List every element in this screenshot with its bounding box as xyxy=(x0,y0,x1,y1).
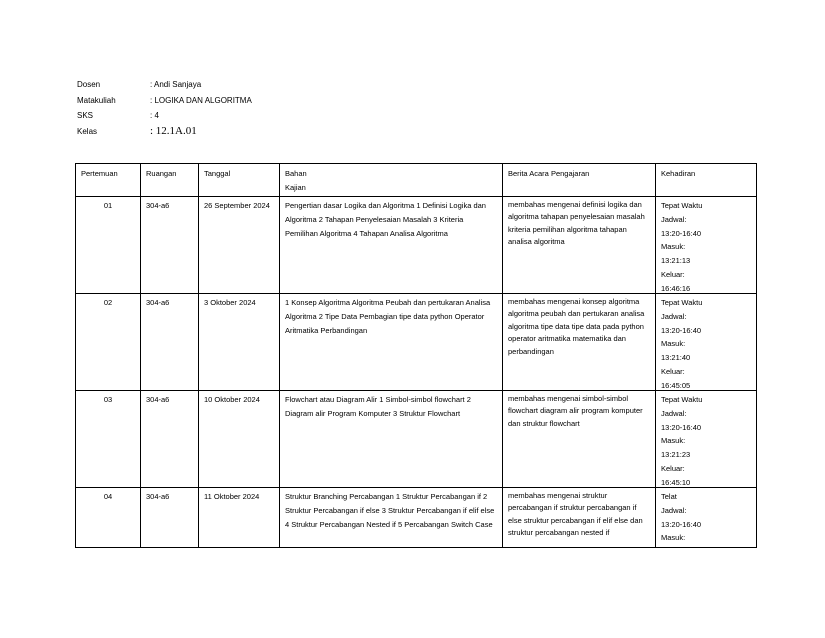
bahan-text: Flowchart atau Diagram Alir 1 Simbol-simbol flowchart 2 Diagram alir Program Komputer 3 Struktur Flowchart xyxy=(285,395,471,418)
cell-ruangan: 304-a6 xyxy=(141,294,199,391)
cell-bahan xyxy=(280,197,503,294)
cell-pertemuan: 03 xyxy=(76,391,141,488)
meta-value: : Andi Sanjaya xyxy=(150,80,202,89)
kehadiran-jadwal-label: Jadwal: xyxy=(661,408,687,418)
kehadiran-masuk-label: Masuk: xyxy=(661,339,686,349)
header-ruangan: Ruangan xyxy=(141,164,199,197)
cell-kehadiran xyxy=(656,294,757,391)
header-pertemuan: Pertemuan xyxy=(76,164,141,197)
kehadiran-jadwal: 13:20-16:40 xyxy=(661,325,702,335)
cell-tanggal: 10 Oktober 2024 xyxy=(199,391,280,488)
header-kehadiran: Kehadiran xyxy=(656,164,757,197)
kehadiran-masuk-label: Masuk: xyxy=(661,242,686,252)
meta-value: : LOGIKA DAN ALGORITMA xyxy=(150,95,252,105)
berita-text: membahas mengenai struktur percabangan if struktur percabangan if else struktur percabangan if elif else dan struktur percabangan nested if xyxy=(508,491,643,538)
kehadiran-lines xyxy=(661,393,751,487)
meta-row-dosen xyxy=(77,77,252,93)
kehadiran-keluar: 16:45:05 xyxy=(661,380,691,390)
table-row xyxy=(76,197,757,294)
kehadiran-lines xyxy=(661,490,751,545)
kehadiran-lines xyxy=(661,199,751,293)
cell-tanggal: 11 Oktober 2024 xyxy=(199,488,280,548)
kehadiran-keluar-label: Keluar: xyxy=(661,269,685,279)
bahan-text: 1 Konsep Algoritma Algoritma Peubah dan pertukaran Analisa Algoritma 2 Tipe Data Pembagian tipe data python Operator Aritmatika Perbandingan xyxy=(285,298,491,335)
kehadiran-keluar: 16:46:16 xyxy=(661,283,691,293)
meta-row-matakuliah xyxy=(77,93,252,109)
kehadiran-masuk: 13:21:13 xyxy=(661,256,691,266)
kehadiran-jadwal: 13:20-16:40 xyxy=(661,422,702,432)
kehadiran-masuk: 13:21:40 xyxy=(661,353,691,363)
kehadiran-lines xyxy=(661,296,751,390)
cell-tanggal: 26 September 2024 xyxy=(199,197,280,294)
table-row xyxy=(76,391,757,488)
header-bahan-kajian xyxy=(280,164,503,197)
cell-berita xyxy=(503,391,656,488)
berita-text: membahas mengenai simbol-simbol flowchart diagram alir program komputer dan struktur flowchart xyxy=(508,394,643,428)
kehadiran-keluar-label: Keluar: xyxy=(661,366,685,376)
kehadiran-status: Tepat Waktu xyxy=(661,395,703,404)
table-row xyxy=(76,294,757,391)
kehadiran-masuk-label: Masuk: xyxy=(661,436,686,446)
cell-tanggal: 3 Oktober 2024 xyxy=(199,294,280,391)
table-header-row xyxy=(76,164,757,197)
cell-bahan xyxy=(280,294,503,391)
kehadiran-status: Tepat Waktu xyxy=(661,201,703,210)
course-info xyxy=(77,77,252,139)
cell-ruangan: 304-a6 xyxy=(141,391,199,488)
kehadiran-status: Telat xyxy=(661,492,677,501)
cell-kehadiran xyxy=(656,197,757,294)
kehadiran-jadwal-label: Jadwal: xyxy=(661,505,687,515)
cell-kehadiran xyxy=(656,391,757,488)
cell-berita xyxy=(503,197,656,294)
meta-row-sks xyxy=(77,108,252,124)
cell-bahan xyxy=(280,391,503,488)
meta-value: : 12.1A.01 xyxy=(150,124,197,137)
bahan-text: Pengertian dasar Logika dan Algoritma 1 Definisi Logika dan Algoritma 2 Tahapan Penyelesaian Masalah 3 Kriteria Pemilihan Algoritma 4 Tahapan Analisa Algoritma xyxy=(285,201,486,238)
cell-ruangan: 304-a6 xyxy=(141,197,199,294)
meta-value: : 4 xyxy=(150,111,159,120)
cell-berita xyxy=(503,294,656,391)
kehadiran-masuk: 13:21:23 xyxy=(661,450,691,460)
teaching-journal-table xyxy=(75,163,757,548)
cell-kehadiran xyxy=(656,488,757,548)
meta-row-kelas xyxy=(77,124,252,140)
kehadiran-jadwal: 13:20-16:40 xyxy=(661,519,702,529)
cell-berita xyxy=(503,488,656,548)
cell-ruangan: 304-a6 xyxy=(141,488,199,548)
header-kajian: Kajian xyxy=(285,182,306,192)
kehadiran-jadwal: 13:20-16:40 xyxy=(661,228,702,238)
meta-label: Matakuliah xyxy=(77,95,116,105)
meta-label: Kelas xyxy=(77,126,98,136)
cell-bahan xyxy=(280,488,503,548)
cell-pertemuan: 02 xyxy=(76,294,141,391)
kehadiran-masuk-label: Masuk: xyxy=(661,533,686,543)
header-berita-acara: Berita Acara Pengajaran xyxy=(503,164,656,197)
table-row xyxy=(76,488,757,548)
cell-pertemuan: 04 xyxy=(76,488,141,548)
berita-text: membahas mengenai konsep algoritma algoritma peubah dan pertukaran analisa algoritma tipe data tipe data pada python operator aritmatika matematika dan perbandingan xyxy=(508,297,645,356)
kehadiran-status: Tepat Waktu xyxy=(661,298,703,307)
header-tanggal: Tanggal xyxy=(199,164,280,197)
cell-pertemuan: 01 xyxy=(76,197,141,294)
kehadiran-jadwal-label: Jadwal: xyxy=(661,311,687,321)
header-bahan: Bahan xyxy=(285,169,307,178)
meta-label: SKS xyxy=(77,111,94,120)
kehadiran-keluar: 16:45:10 xyxy=(661,477,691,487)
berita-text: membahas mengenai definisi logika dan algoritma tahapan penyelesaian masalah kriteria pemilihan algoritma tahapan analisa algoritma xyxy=(508,200,645,247)
kehadiran-jadwal-label: Jadwal: xyxy=(661,214,687,224)
bahan-text: Struktur Branching Percabangan 1 Struktur Percabangan if 2 Struktur Percabangan if else 3 Struktur Percabangan if elif else 4 Struktur Percabangan Nested if 5 Percabangan Switch Case xyxy=(285,492,495,529)
meta-label: Dosen xyxy=(77,80,101,89)
kehadiran-keluar-label: Keluar: xyxy=(661,463,685,473)
